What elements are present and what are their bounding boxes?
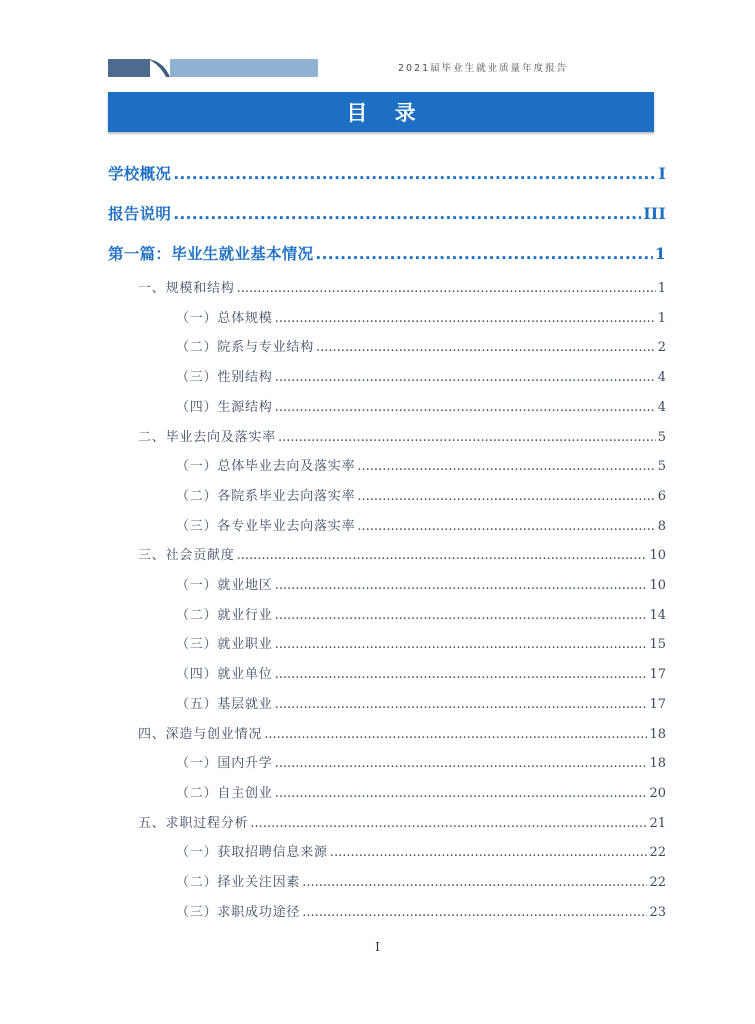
toc-entry-page: 4 xyxy=(657,370,666,386)
toc-entry[interactable] xyxy=(138,723,666,742)
toc-entry[interactable] xyxy=(176,841,666,860)
toc-entry-label: 三、社会贡献度 xyxy=(138,548,235,564)
toc-entry[interactable] xyxy=(138,812,666,831)
toc-entry-label: （五）基层就业 xyxy=(176,696,273,712)
toc-entry[interactable] xyxy=(176,307,666,326)
toc-entry[interactable] xyxy=(108,202,666,224)
toc-entry-page: 18 xyxy=(649,756,666,772)
toc-entry-page: 17 xyxy=(649,696,666,712)
toc-dot-leader xyxy=(275,637,648,652)
toc-entry-page: 20 xyxy=(649,785,666,801)
toc-entry-label: （一）总体毕业去向及落实率 xyxy=(176,459,356,475)
toc-entry-label: 报告说明 xyxy=(108,205,172,223)
toc-entry[interactable] xyxy=(176,901,666,920)
toc-dot-leader xyxy=(250,816,647,831)
header-decoration-band xyxy=(108,59,318,77)
toc-entry[interactable] xyxy=(176,574,666,593)
toc-dot-leader xyxy=(275,697,648,712)
toc-entry-label: （一）总体规模 xyxy=(176,310,273,326)
toc-dot-leader xyxy=(264,727,647,742)
toc-entry[interactable] xyxy=(176,633,666,652)
toc-entry-page: 17 xyxy=(649,667,666,683)
toc-entry-label: （三）求职成功途径 xyxy=(176,904,301,920)
toc-entry-page: 10 xyxy=(649,578,666,593)
toc-entry-label: （四）就业单位 xyxy=(176,667,273,683)
toc-entry-page: 1 xyxy=(657,310,666,326)
toc-entry-label: 学校概况 xyxy=(108,165,172,183)
toc-entry-label: 五、求职过程分析 xyxy=(138,815,249,831)
toc-entry-page: I xyxy=(658,164,666,183)
toc-dot-leader xyxy=(278,430,656,445)
toc-entry-page: 14 xyxy=(649,607,666,623)
toc-dot-leader xyxy=(275,756,648,771)
toc-entry-page: 23 xyxy=(649,904,666,920)
toc-dot-leader xyxy=(357,489,655,504)
toc-title-bar xyxy=(108,92,654,132)
toc-dot-leader xyxy=(275,578,648,593)
toc-entry[interactable] xyxy=(176,663,666,682)
toc-entry-page: 6 xyxy=(657,488,666,504)
toc-entry-label: 一、规模和结构 xyxy=(138,281,235,296)
toc-entry-label: （一）国内升学 xyxy=(176,756,273,772)
toc-entry-page: 4 xyxy=(657,399,666,415)
toc-entry[interactable] xyxy=(176,604,666,623)
toc-entry-label: （四）生源结构 xyxy=(176,399,273,415)
toc-dot-leader xyxy=(275,311,656,326)
toc-dot-leader xyxy=(275,370,656,385)
toc-entry[interactable] xyxy=(138,277,666,296)
toc-entry-label: 四、深造与创业情况 xyxy=(138,726,263,742)
toc-entry-page: 21 xyxy=(649,815,666,831)
toc-entry[interactable] xyxy=(138,426,666,445)
toc-dot-leader xyxy=(275,608,648,623)
toc-dot-leader xyxy=(275,667,648,682)
toc-dot-leader xyxy=(237,281,656,296)
band-light-segment xyxy=(170,59,318,77)
toc-dot-leader xyxy=(173,205,641,223)
toc-entry[interactable] xyxy=(176,366,666,385)
toc-entry-page: 1 xyxy=(654,244,666,263)
toc-entry-page: 22 xyxy=(649,845,666,861)
toc-dot-leader xyxy=(302,875,647,890)
toc-dot-leader xyxy=(275,786,648,801)
toc-entry-label: 第一篇：毕业生就业基本情况 xyxy=(108,245,314,263)
toc-entry[interactable] xyxy=(176,455,666,474)
toc-entry-label: 二、毕业去向及落实率 xyxy=(138,429,277,445)
toc-entry[interactable] xyxy=(138,544,666,563)
toc-dot-leader xyxy=(315,245,653,263)
toc-entry[interactable] xyxy=(176,396,666,415)
toc-entry-page: 15 xyxy=(649,637,666,653)
toc-entry[interactable] xyxy=(176,336,666,355)
toc-entry[interactable] xyxy=(176,485,666,504)
toc-entry-label: （二）自主创业 xyxy=(176,785,273,801)
toc-dot-leader xyxy=(357,519,655,534)
toc-dot-leader xyxy=(237,548,648,563)
toc-dot-leader xyxy=(173,165,656,183)
header-report-title: 2021届毕业生就业质量年度报告 xyxy=(398,63,569,74)
toc-entry-page: 5 xyxy=(657,429,666,445)
toc-entry[interactable] xyxy=(176,515,666,534)
toc-entry-page: 5 xyxy=(657,459,666,475)
toc-entry[interactable] xyxy=(176,871,666,890)
toc-dot-leader xyxy=(275,400,656,415)
toc-entry-page: 22 xyxy=(649,875,666,890)
toc-entry[interactable] xyxy=(176,693,666,712)
band-dark-segment xyxy=(108,59,150,77)
toc-entry[interactable] xyxy=(176,752,666,771)
toc-title: 目 录 xyxy=(346,101,426,125)
toc-entry-page: 8 xyxy=(657,518,666,534)
toc-entry-label: （一）就业地区 xyxy=(176,578,273,593)
toc-entry[interactable] xyxy=(176,782,666,801)
toc-entry-label: （一）获取招聘信息来源 xyxy=(176,845,328,861)
page-number: I xyxy=(375,940,380,954)
toc-entry-page: 2 xyxy=(657,340,666,356)
toc-entry-label: （二）择业关注因素 xyxy=(176,875,301,890)
toc-entry[interactable] xyxy=(108,162,666,184)
toc-entry-label: （二）各院系毕业去向落实率 xyxy=(176,488,356,504)
toc-entry-page: 10 xyxy=(649,548,666,564)
toc-entry-page: 18 xyxy=(649,726,666,742)
toc-dot-leader xyxy=(302,905,647,920)
toc-entry-page: 1 xyxy=(657,281,666,296)
toc-dot-leader xyxy=(357,459,655,474)
toc-entry-label: （二）就业行业 xyxy=(176,607,273,623)
toc-dot-leader xyxy=(316,340,656,355)
toc-entry-page: III xyxy=(643,204,666,223)
toc-entry[interactable] xyxy=(108,242,666,264)
toc-entry-label: （三）性别结构 xyxy=(176,370,273,386)
toc-entry-label: （三）就业职业 xyxy=(176,637,273,653)
toc-entry-label: （二）院系与专业结构 xyxy=(176,340,315,356)
toc-dot-leader xyxy=(330,845,648,860)
toc-entry-label: （三）各专业毕业去向落实率 xyxy=(176,518,356,534)
